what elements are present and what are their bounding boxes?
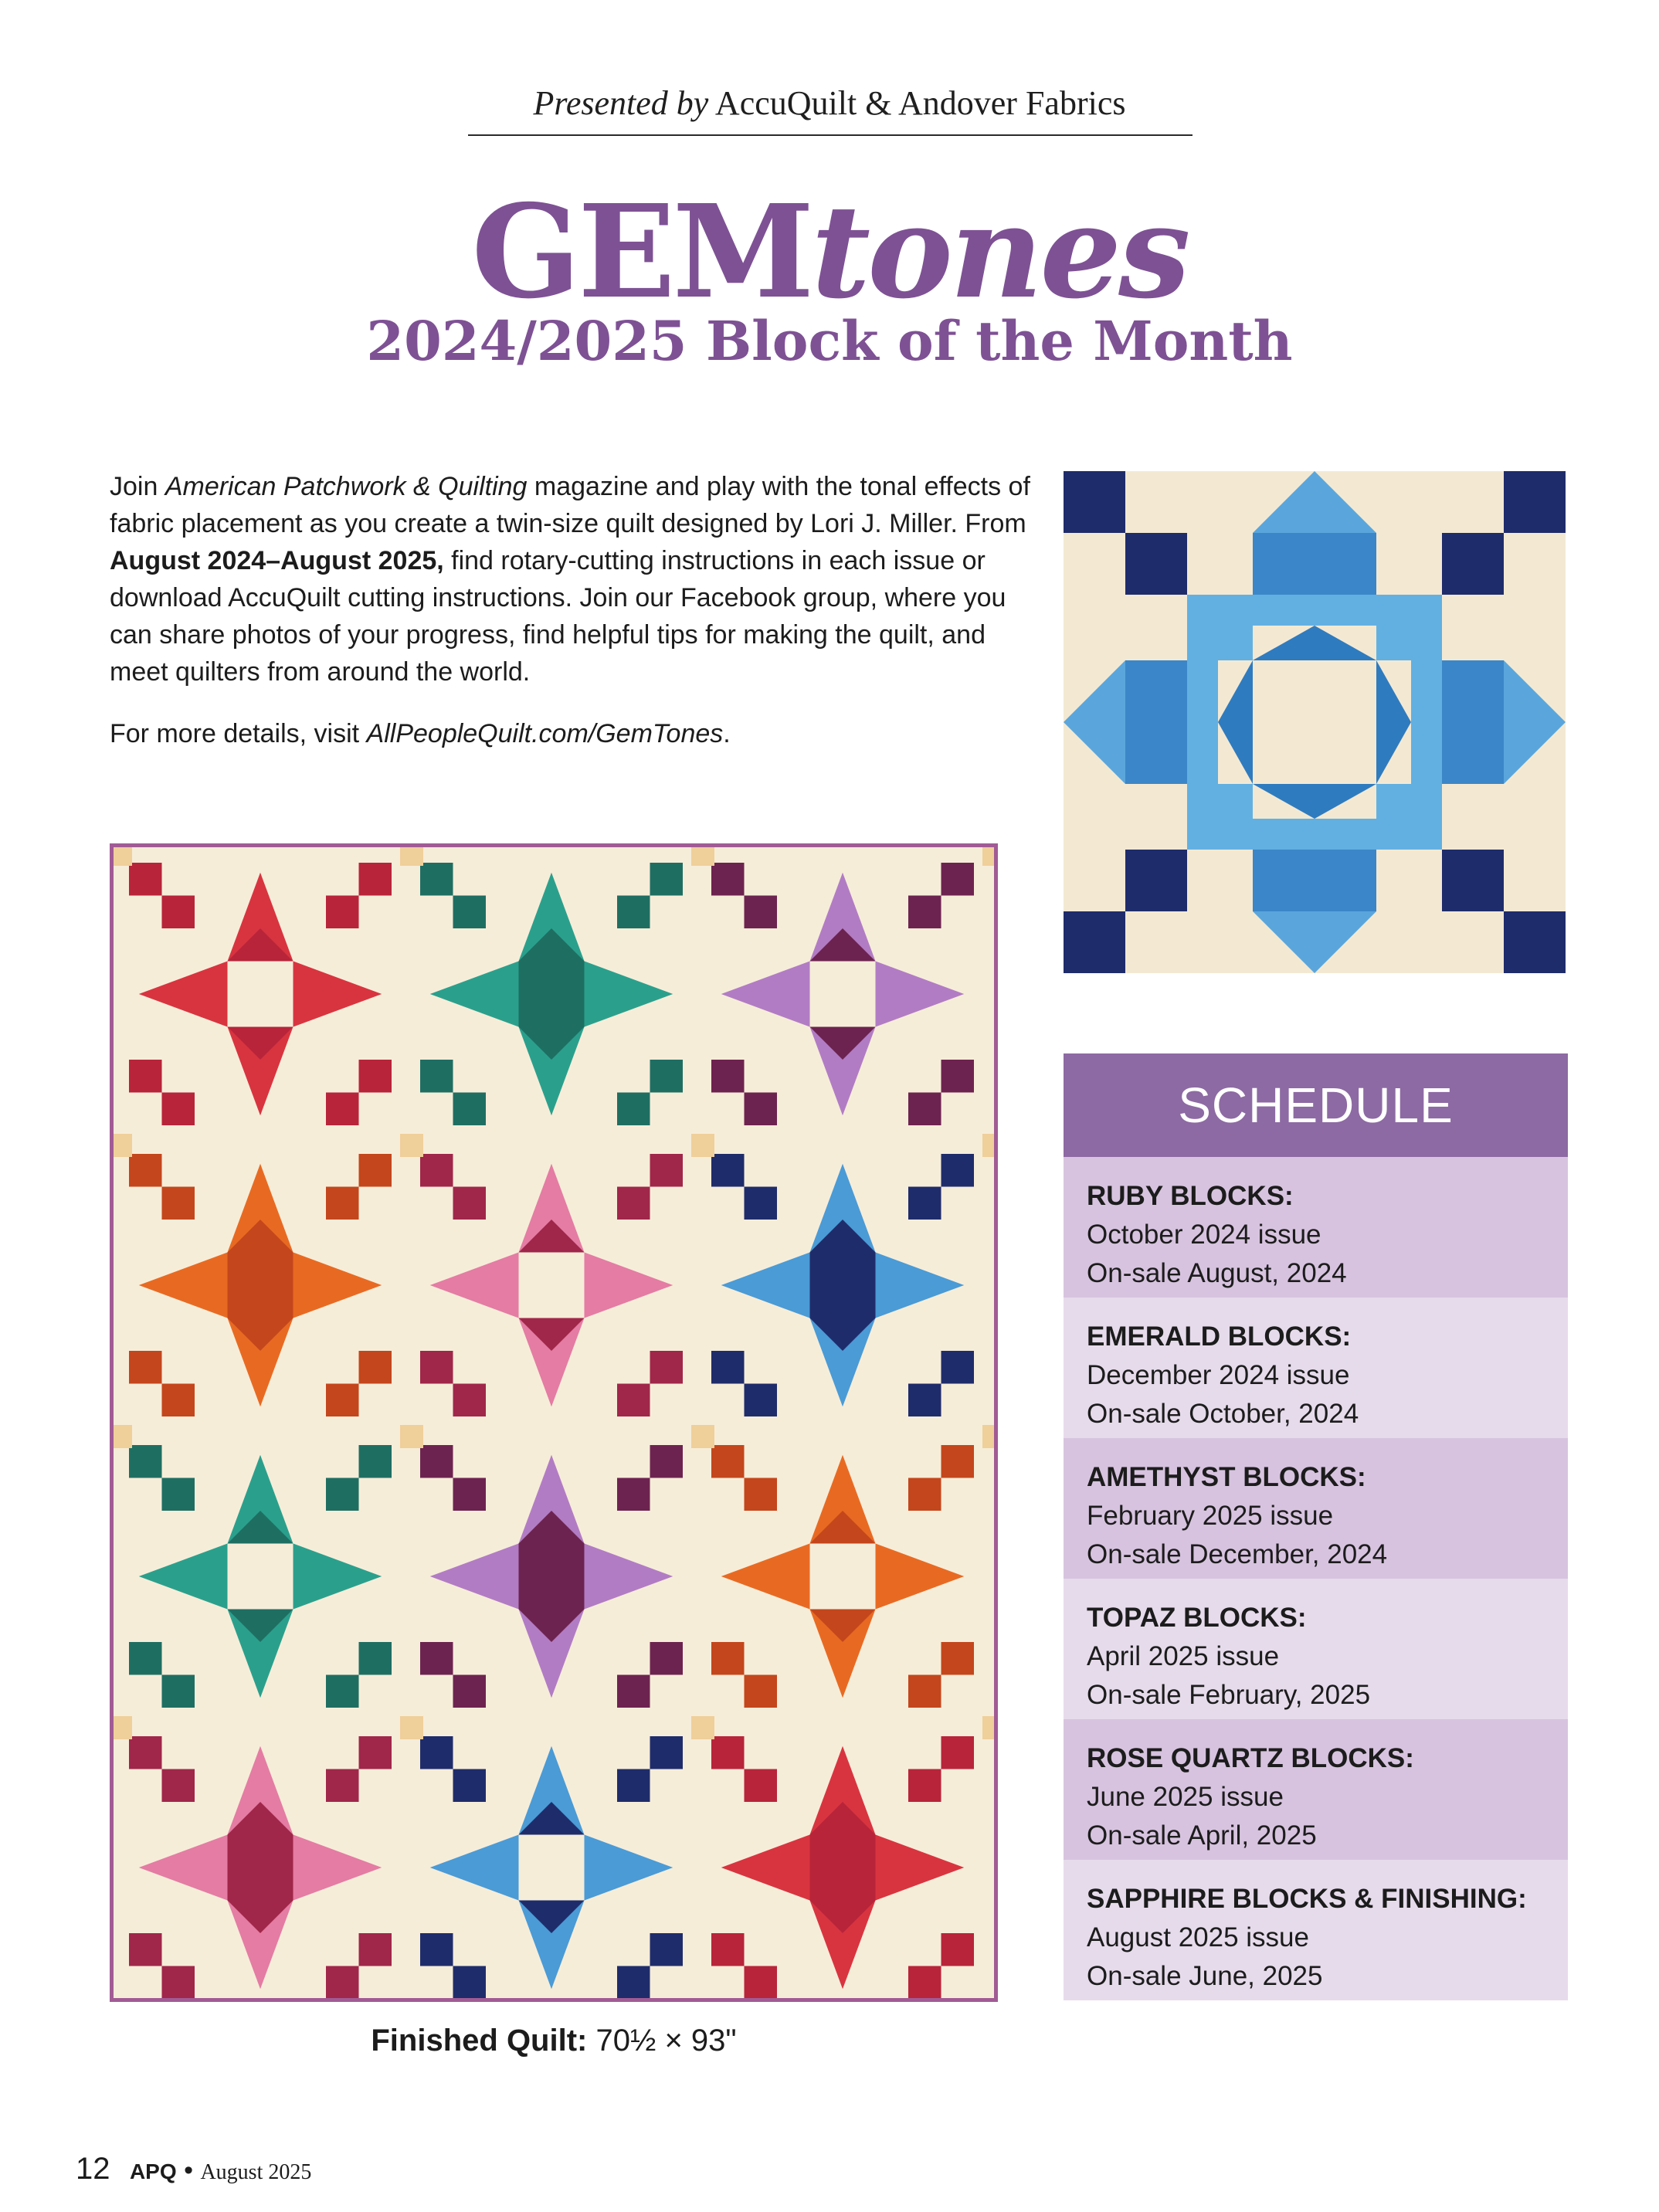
schedule-item-label: RUBY BLOCKS:	[1087, 1181, 1294, 1211]
schedule-item	[1064, 1438, 1568, 1579]
sashing-cornerstone	[691, 1716, 714, 1739]
sashing-cornerstone	[400, 1425, 423, 1448]
schedule-item-label: SAPPHIRE BLOCKS & FINISHING:	[1087, 1884, 1527, 1914]
sashing-cornerstone	[114, 1425, 132, 1448]
sashing-cornerstone	[982, 1425, 994, 1448]
intro-text-a: Join	[110, 472, 165, 501]
schedule-item-label: AMETHYST BLOCKS:	[1087, 1462, 1366, 1492]
magazine-name: American Patchwork & Quilting	[165, 472, 528, 501]
schedule-item-issue: August 2025 issue	[1087, 1922, 1309, 1952]
sapphire-block-photo	[1064, 471, 1566, 973]
schedule-item	[1064, 1860, 1568, 2000]
issue-date: August 2025	[200, 2160, 312, 2184]
intro-text-c: find rotary-cutting instructions in each issue or download AccuQuilt cutting instructions. Join our Facebook group, where you can share photos of your progress, find helpful tips for making the quilt, and meet quilters from around the world.	[110, 546, 1006, 687]
schedule-title: SCHEDULE	[1064, 1053, 1568, 1157]
sashing-cornerstone	[400, 1716, 423, 1739]
schedule-panel	[1064, 1053, 1568, 2002]
program-dates: August 2024–August 2025,	[110, 546, 444, 575]
sashing-cornerstone	[114, 1716, 132, 1739]
page-title	[0, 179, 1659, 327]
intro-text-b: magazine and play with the tonal effects of fabric placement as you create a twin-size quilt designed by Lori J. Miller. From	[110, 472, 1030, 538]
details-period: .	[723, 719, 731, 748]
details-link[interactable]: AllPeopleQuilt.com/GemTones	[366, 719, 724, 748]
page-number: 12	[76, 2152, 110, 2186]
title-gem: GEM	[471, 177, 812, 327]
sashing-cornerstone	[691, 1134, 714, 1157]
intro-paragraph	[110, 468, 1036, 690]
finished-quilt-photo	[110, 843, 998, 2002]
schedule-item-issue: December 2024 issue	[1087, 1360, 1350, 1390]
details-text: For more details, visit	[110, 719, 367, 748]
sashing-cornerstone	[114, 1134, 132, 1157]
sashing-cornerstone	[691, 847, 714, 866]
schedule-item-onsale: On-sale June, 2025	[1087, 1961, 1323, 1991]
schedule-item-onsale: On-sale October, 2024	[1087, 1399, 1359, 1429]
schedule-item	[1064, 1298, 1568, 1438]
schedule-item-label: ROSE QUARTZ BLOCKS:	[1087, 1743, 1414, 1773]
schedule-item	[1064, 1719, 1568, 1860]
sashing-cornerstone	[114, 847, 132, 866]
schedule-item-label: TOPAZ BLOCKS:	[1087, 1603, 1307, 1633]
sashing-cornerstone	[400, 1134, 423, 1157]
schedule-item-issue: April 2025 issue	[1087, 1641, 1280, 1671]
presented-by-label: Presented by	[533, 84, 709, 122]
page-footer	[76, 2152, 311, 2187]
caption-size: 70½ × 93"	[595, 2024, 737, 2058]
presented-by-line	[0, 83, 1659, 123]
quilt-caption	[110, 2024, 998, 2058]
sashing-cornerstone	[982, 847, 994, 866]
schedule-item-onsale: On-sale December, 2024	[1087, 1539, 1388, 1569]
intro-text	[110, 468, 1036, 777]
footer-separator: •	[184, 2156, 193, 2185]
schedule-item-onsale: On-sale April, 2025	[1087, 1820, 1317, 1851]
schedule-list	[1064, 1157, 1568, 2000]
schedule-item-issue: June 2025 issue	[1087, 1782, 1284, 1812]
schedule-item-onsale: On-sale February, 2025	[1087, 1680, 1371, 1710]
schedule-item-label: EMERALD BLOCKS:	[1087, 1321, 1352, 1352]
sashing-cornerstone	[400, 847, 423, 866]
sashing-cornerstone	[982, 1716, 994, 1739]
schedule-item-issue: October 2024 issue	[1087, 1220, 1321, 1250]
title-tones: tones	[811, 177, 1188, 327]
sashing-cornerstone	[982, 1134, 994, 1157]
schedule-item-onsale: On-sale August, 2024	[1087, 1258, 1347, 1288]
schedule-item	[1064, 1157, 1568, 1298]
schedule-item-issue: February 2025 issue	[1087, 1501, 1334, 1531]
schedule-item	[1064, 1579, 1568, 1719]
magazine-abbrev: APQ	[129, 2159, 177, 2183]
presenters: AccuQuilt & Andover Fabrics	[714, 84, 1126, 122]
details-paragraph	[110, 715, 1036, 752]
caption-label: Finished Quilt:	[371, 2024, 588, 2058]
sashing-cornerstone	[691, 1425, 714, 1448]
page-subtitle: 2024/2025 Block of the Month	[366, 309, 1293, 373]
quilt-illustration	[114, 847, 994, 1998]
header-divider	[468, 134, 1193, 136]
